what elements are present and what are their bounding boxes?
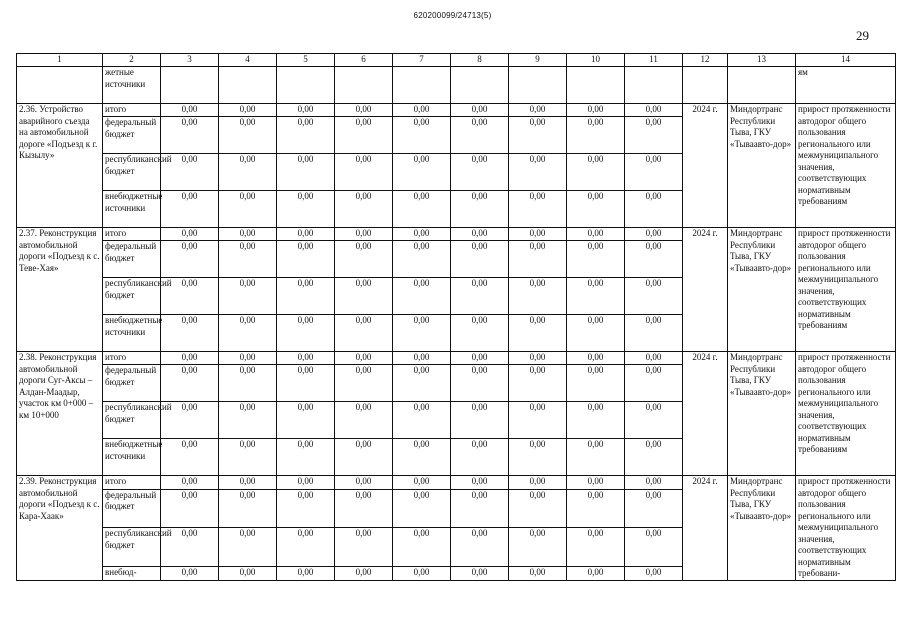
value-cell	[335, 67, 393, 104]
value-cell: 0,00	[451, 352, 509, 365]
value-cell: 0,00	[567, 241, 625, 278]
year-cell: 2024 г.	[683, 352, 728, 476]
value-cell: 0,00	[219, 365, 277, 402]
value-cell: 0,00	[393, 528, 451, 567]
funding-source-cell: жетные источники	[103, 67, 161, 104]
value-cell: 0,00	[625, 241, 683, 278]
value-cell: 0,00	[161, 315, 219, 352]
value-cell: 0,00	[625, 117, 683, 154]
funding-source-cell: итого	[103, 104, 161, 117]
funding-source-cell: итого	[103, 352, 161, 365]
document-id: 620200099/24713(5)	[413, 11, 492, 20]
value-cell: 0,00	[335, 315, 393, 352]
value-cell: 0,00	[219, 489, 277, 528]
value-cell: 0,00	[393, 228, 451, 241]
value-cell: 0,00	[567, 439, 625, 476]
value-cell: 0,00	[451, 315, 509, 352]
value-cell: 0,00	[277, 528, 335, 567]
responsible-cell: Миндортранс Республики Тыва, ГКУ «Тываавто-дор»	[728, 104, 796, 228]
value-cell: 0,00	[393, 241, 451, 278]
value-cell	[393, 67, 451, 104]
value-cell	[451, 67, 509, 104]
value-cell: 0,00	[451, 228, 509, 241]
value-cell	[219, 67, 277, 104]
funding-source-cell: итого	[103, 228, 161, 241]
value-cell: 0,00	[393, 191, 451, 228]
value-cell: 0,00	[335, 528, 393, 567]
column-number-cell: 1	[17, 54, 103, 67]
funding-row	[17, 352, 896, 365]
value-cell: 0,00	[219, 402, 277, 439]
value-cell: 0,00	[509, 117, 567, 154]
value-cell: 0,00	[567, 154, 625, 191]
value-cell: 0,00	[393, 476, 451, 490]
value-cell: 0,00	[451, 566, 509, 580]
value-cell: 0,00	[335, 352, 393, 365]
value-cell: 0,00	[335, 228, 393, 241]
value-cell: 0,00	[277, 278, 335, 315]
value-cell: 0,00	[625, 352, 683, 365]
value-cell: 0,00	[277, 241, 335, 278]
value-cell: 0,00	[567, 315, 625, 352]
value-cell: 0,00	[161, 439, 219, 476]
value-cell: 0,00	[451, 489, 509, 528]
value-cell: 0,00	[451, 278, 509, 315]
funding-source-cell: внебюджетные источники	[103, 315, 161, 352]
value-cell: 0,00	[335, 104, 393, 117]
result-cell: прирост протяженности автодорог общего пользования регионального или межмуниципального значения, соответствующих нормативным требовани-	[796, 476, 896, 581]
value-cell: 0,00	[219, 278, 277, 315]
value-cell: 0,00	[567, 117, 625, 154]
value-cell: 0,00	[625, 315, 683, 352]
funding-source-cell: федеральный бюджет	[103, 489, 161, 528]
value-cell: 0,00	[509, 476, 567, 490]
value-cell: 0,00	[335, 402, 393, 439]
value-cell: 0,00	[161, 191, 219, 228]
value-cell: 0,00	[509, 365, 567, 402]
value-cell: 0,00	[219, 117, 277, 154]
value-cell: 0,00	[277, 476, 335, 490]
funding-source-cell: внебюджетные источники	[103, 191, 161, 228]
value-cell: 0,00	[451, 476, 509, 490]
value-cell: 0,00	[451, 117, 509, 154]
funding-source-cell: внебюджетные источники	[103, 439, 161, 476]
value-cell: 0,00	[451, 365, 509, 402]
value-cell: 0,00	[625, 528, 683, 567]
value-cell: 0,00	[625, 439, 683, 476]
column-number-cell: 13	[728, 54, 796, 67]
value-cell: 0,00	[625, 476, 683, 490]
value-cell: 0,00	[393, 154, 451, 191]
value-cell: 0,00	[393, 104, 451, 117]
column-number-cell: 12	[683, 54, 728, 67]
value-cell: 0,00	[509, 154, 567, 191]
value-cell: 0,00	[219, 566, 277, 580]
value-cell: 0,00	[335, 439, 393, 476]
value-cell: 0,00	[161, 365, 219, 402]
value-cell: 0,00	[393, 117, 451, 154]
value-cell: 0,00	[277, 154, 335, 191]
column-number-cell: 7	[393, 54, 451, 67]
value-cell: 0,00	[161, 104, 219, 117]
column-number-cell: 3	[161, 54, 219, 67]
event-name-cell: 2.38. Реконструкция автомобильной дороги Суг-Аксы – Алдан-Маадыр, участок км 0+000 – км 10+000	[17, 352, 103, 476]
value-cell: 0,00	[161, 476, 219, 490]
page-number: 29	[856, 28, 869, 43]
column-number-cell: 8	[451, 54, 509, 67]
value-cell: 0,00	[625, 489, 683, 528]
value-cell: 0,00	[567, 402, 625, 439]
value-cell: 0,00	[509, 315, 567, 352]
value-cell: 0,00	[567, 528, 625, 567]
value-cell: 0,00	[277, 315, 335, 352]
value-cell: 0,00	[161, 154, 219, 191]
event-name-cell: 2.36. Устройство аварийного съезда на автомобильной дороге «Подъезд к г. Кызылу»	[17, 104, 103, 228]
value-cell: 0,00	[335, 365, 393, 402]
value-cell	[567, 67, 625, 104]
funding-row	[17, 228, 896, 241]
column-number-cell: 4	[219, 54, 277, 67]
column-number-cell: 11	[625, 54, 683, 67]
column-number-cell: 10	[567, 54, 625, 67]
value-cell: 0,00	[509, 489, 567, 528]
funding-source-cell: республиканский бюджет	[103, 278, 161, 315]
value-cell: 0,00	[567, 489, 625, 528]
value-cell: 0,00	[567, 352, 625, 365]
year-cell	[683, 67, 728, 104]
column-number-cell: 2	[103, 54, 161, 67]
column-number-cell: 9	[509, 54, 567, 67]
value-cell: 0,00	[277, 228, 335, 241]
value-cell: 0,00	[277, 489, 335, 528]
value-cell: 0,00	[219, 104, 277, 117]
value-cell: 0,00	[335, 278, 393, 315]
program-table	[16, 53, 896, 581]
value-cell: 0,00	[277, 352, 335, 365]
value-cell: 0,00	[219, 241, 277, 278]
column-number-cell: 14	[796, 54, 896, 67]
responsible-cell: Миндортранс Республики Тыва, ГКУ «Тываавто-дор»	[728, 476, 796, 581]
value-cell: 0,00	[451, 104, 509, 117]
value-cell: 0,00	[219, 228, 277, 241]
value-cell: 0,00	[335, 191, 393, 228]
value-cell: 0,00	[393, 352, 451, 365]
responsible-cell	[728, 67, 796, 104]
value-cell: 0,00	[451, 402, 509, 439]
value-cell: 0,00	[509, 352, 567, 365]
funding-source-cell: федеральный бюджет	[103, 241, 161, 278]
value-cell: 0,00	[509, 278, 567, 315]
value-cell: 0,00	[567, 104, 625, 117]
value-cell: 0,00	[509, 104, 567, 117]
value-cell: 0,00	[567, 566, 625, 580]
value-cell: 0,00	[625, 228, 683, 241]
funding-source-cell: федеральный бюджет	[103, 365, 161, 402]
value-cell: 0,00	[509, 566, 567, 580]
column-number-row	[17, 54, 896, 67]
value-cell: 0,00	[277, 365, 335, 402]
value-cell: 0,00	[509, 191, 567, 228]
value-cell: 0,00	[277, 191, 335, 228]
value-cell: 0,00	[451, 439, 509, 476]
value-cell: 0,00	[509, 528, 567, 567]
funding-source-cell: республиканский бюджет	[103, 402, 161, 439]
value-cell: 0,00	[625, 566, 683, 580]
value-cell: 0,00	[161, 402, 219, 439]
responsible-cell: Миндортранс Республики Тыва, ГКУ «Тываавто-дор»	[728, 352, 796, 476]
value-cell: 0,00	[509, 241, 567, 278]
result-cell: ям	[796, 67, 896, 104]
value-cell: 0,00	[567, 278, 625, 315]
value-cell: 0,00	[161, 352, 219, 365]
value-cell: 0,00	[509, 439, 567, 476]
year-cell: 2024 г.	[683, 476, 728, 581]
value-cell: 0,00	[567, 191, 625, 228]
value-cell: 0,00	[625, 402, 683, 439]
value-cell: 0,00	[161, 228, 219, 241]
value-cell	[625, 67, 683, 104]
continuation-row	[17, 67, 896, 104]
value-cell: 0,00	[625, 104, 683, 117]
value-cell: 0,00	[335, 154, 393, 191]
funding-row	[17, 476, 896, 490]
value-cell: 0,00	[625, 191, 683, 228]
event-name-cell	[17, 67, 103, 104]
value-cell: 0,00	[161, 528, 219, 567]
funding-source-cell: республиканский бюджет	[103, 154, 161, 191]
value-cell: 0,00	[219, 476, 277, 490]
value-cell	[509, 67, 567, 104]
value-cell: 0,00	[393, 278, 451, 315]
responsible-cell: Миндортранс Республики Тыва, ГКУ «Тываавто-дор»	[728, 228, 796, 352]
value-cell: 0,00	[509, 402, 567, 439]
value-cell: 0,00	[219, 352, 277, 365]
result-cell: прирост протяженности автодорог общего пользования регионального или межмуниципального значения, соответствующих нормативным требованиям	[796, 228, 896, 352]
result-cell: прирост протяженности автодорог общего пользования регионального или межмуниципального значения, соответствующих нормативным требованиям	[796, 352, 896, 476]
value-cell: 0,00	[451, 154, 509, 191]
value-cell: 0,00	[393, 315, 451, 352]
funding-row	[17, 104, 896, 117]
value-cell: 0,00	[625, 278, 683, 315]
value-cell: 0,00	[219, 315, 277, 352]
value-cell: 0,00	[161, 489, 219, 528]
value-cell: 0,00	[393, 402, 451, 439]
value-cell: 0,00	[277, 566, 335, 580]
funding-source-cell: внебюд-	[103, 566, 161, 580]
value-cell: 0,00	[219, 528, 277, 567]
value-cell: 0,00	[161, 241, 219, 278]
year-cell: 2024 г.	[683, 104, 728, 228]
value-cell: 0,00	[219, 439, 277, 476]
value-cell: 0,00	[393, 566, 451, 580]
value-cell: 0,00	[393, 489, 451, 528]
value-cell: 0,00	[393, 439, 451, 476]
value-cell: 0,00	[335, 476, 393, 490]
value-cell: 0,00	[277, 439, 335, 476]
value-cell: 0,00	[335, 241, 393, 278]
value-cell: 0,00	[451, 241, 509, 278]
column-number-cell: 6	[335, 54, 393, 67]
value-cell: 0,00	[567, 365, 625, 402]
value-cell: 0,00	[567, 476, 625, 490]
value-cell: 0,00	[277, 104, 335, 117]
value-cell: 0,00	[161, 117, 219, 154]
value-cell: 0,00	[219, 191, 277, 228]
value-cell	[277, 67, 335, 104]
value-cell: 0,00	[161, 566, 219, 580]
value-cell: 0,00	[335, 489, 393, 528]
value-cell: 0,00	[393, 365, 451, 402]
year-cell: 2024 г.	[683, 228, 728, 352]
column-number-cell: 5	[277, 54, 335, 67]
funding-source-cell: республиканский бюджет	[103, 528, 161, 567]
result-cell: прирост протяженности автодорог общего пользования регионального или межмуниципального значения, соответствующих нормативным требованиям	[796, 104, 896, 228]
funding-source-cell: федеральный бюджет	[103, 117, 161, 154]
value-cell: 0,00	[219, 154, 277, 191]
value-cell: 0,00	[451, 528, 509, 567]
value-cell	[161, 67, 219, 104]
value-cell: 0,00	[335, 117, 393, 154]
value-cell: 0,00	[625, 154, 683, 191]
event-name-cell: 2.39. Реконструкция автомобильной дороги «Подъезд к с. Кара-Хаак»	[17, 476, 103, 581]
value-cell: 0,00	[335, 566, 393, 580]
value-cell: 0,00	[277, 402, 335, 439]
value-cell: 0,00	[451, 191, 509, 228]
event-name-cell: 2.37. Реконструкция автомобильной дороги «Подъезд к с. Теве-Хая»	[17, 228, 103, 352]
value-cell: 0,00	[509, 228, 567, 241]
value-cell: 0,00	[161, 278, 219, 315]
value-cell: 0,00	[277, 117, 335, 154]
value-cell: 0,00	[625, 365, 683, 402]
funding-source-cell: итого	[103, 476, 161, 490]
value-cell: 0,00	[567, 228, 625, 241]
